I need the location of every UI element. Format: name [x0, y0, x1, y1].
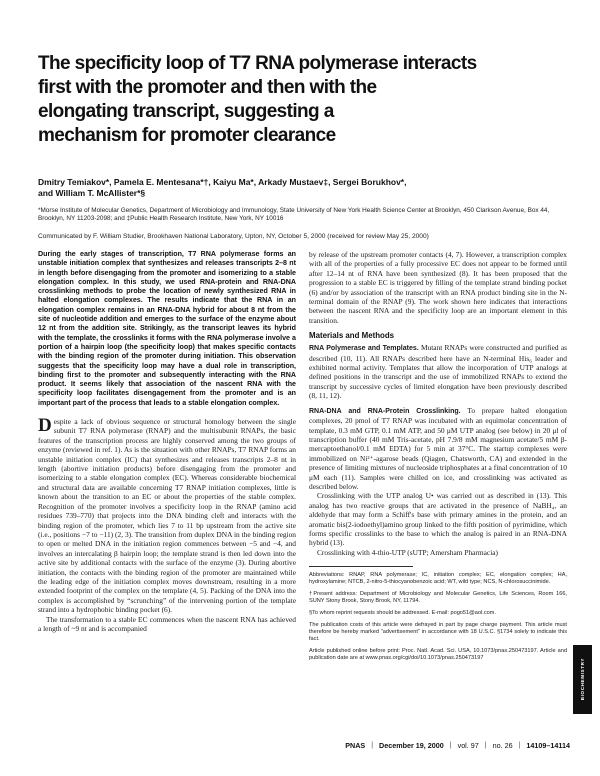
- left-column: [38, 250, 296, 633]
- article-title: [38, 52, 570, 148]
- footer-separator: |: [449, 742, 452, 749]
- authors-line-2: and William T. McAllister*§: [38, 188, 146, 198]
- article-body: [38, 250, 567, 667]
- article-header: [38, 52, 570, 242]
- intro-paragraph-1: [38, 417, 296, 615]
- methods-paragraph-crosslinking: [309, 406, 567, 492]
- footer-separator: |: [518, 742, 521, 749]
- title-line-4: mechanism for promoter clearance: [38, 125, 336, 146]
- title-line-3: elongating transcript, suggesting a: [38, 101, 334, 122]
- footnote-present-address: †Present address: Department of Microbiology and Molecular Genetics, Life Sciences, Room 166, SUNY Stony Brook, Stony Brook, NY, 11794.: [309, 591, 567, 605]
- methods-crosslinking-text: To prepare halted elongation complexes, 20 pmol of T7 RNAP was incubated with an equimolar concentration of template, 0.3 mM GTP, 0.1 mM ATP, and 50 μM UTP analog (see below) in 20 μl of transcription buffer (40 mM Tris-acetate, pH 7.9/8 mM magnesium acetate/5 mM β-mercaptoethanol/0.1 mM EDTA) for 5 min at 37°C. The startup complexes were immobilized on Ni²⁺-agarose beads (Qiagen, Chatsworth, CA) and extended in the presence of limiting mixtures of nucleoside triphosphates at a final concentration of 10 μM each (11). Samples were chilled on ice, and crosslinking was activated as described below.: [309, 405, 567, 491]
- footnote-publication-costs: The publication costs of this article were defrayed in part by page charge payment. This article must therefore be hereby marked “advertisement” in accordance with 18 U.S.C. §1734 solely to indicate this fact.: [309, 621, 567, 643]
- author-list: [38, 177, 570, 199]
- abstract: During the early stages of transcription, T7 RNA polymerase forms an unstable initiation complex that synthesizes and releases transcripts 2–8 nt in length before disengaging from the promoter and isomerizing to a stable elongation complex. In this study, we used RNA-protein and RNA-DNA crosslinking methods to probe the location of newly synthesized RNA in halted elongation complexes. The results indicate that the RNA in an elongation complex remains in an RNA-DNA hybrid for about 8 nt from the site of nucleotide addition and emerges to the surface of the enzyme about 12 nt from the addition site. Strikingly, as the transcript leaves its hybrid with the template, the crosslinks it forms with the RNA polymerase involve a portion of a hairpin loop (the specificity loop) that makes specific contacts with the binding region of the promoter during initiation. This observation suggests that the specificity loop may have a dual role in transcription, binding first to the promoter and subsequently interacting with the RNA product. It seems likely that association of the nascent RNA with the specificity loop facilitates disengagement from the promoter and is an important part of the process that leads to a stable elongation complex.: [38, 250, 296, 407]
- continuation-paragraph: by release of the upstream promoter contacts (4, 7). However, a transcription complex with all of the properties of a fully processive EC does not appear to be formed until after 12–14 nt of RNA have been synthesized (8). It has been proposed that the progression to a stable EC is triggered by filling of the template strand binding pocket (6) and/or by association of the transcript with an RNA product binding site in the N-terminal domain of the RNAP (9). The work shown here indicates that interactions between the nascent RNA and the specificity loop are an important element in this transition.: [309, 250, 567, 325]
- footer-separator: |: [371, 742, 374, 749]
- footer-page-range: 14109–14114: [526, 741, 570, 750]
- footnote-online-publication: Article published online before print: Proc. Natl. Acad. Sci. USA, 10.1073/pnas.250473197. Article and publication date are at www.pnas.org/cgi/doi/10.1073/pnas.250473197: [309, 647, 567, 662]
- footer-journal-name: PNAS: [345, 741, 366, 750]
- footnote-abbreviations: Abbreviations: RNAP, RNA polymerase; IC, initiation complex; EC, elongation complex; HA, hydroxylamine; NTCB, 2-nitro-5-thiocyanobenzoic acid; WT, wild type; NCS, N-chlorosuccinimide.: [309, 572, 567, 586]
- title-line-1: The specificity loop of T7 RNA polymerase interacts: [38, 53, 477, 74]
- subject-category-label: BIOCHEMISTRY: [580, 658, 585, 701]
- page-footer: [345, 741, 570, 750]
- intro-paragraph-2: The transformation to a stable EC commences when the nascent RNA has achieved a length of ~9 nt and is accompanied: [38, 614, 296, 633]
- footer-issue-date: December 19, 2000: [379, 741, 444, 750]
- authors-line-1: Dmitry Temiakov*, Pamela E. Mentesana*†, Kaiyu Ma*, Arkady Mustaev‡, Sergei Borukhov*,: [38, 177, 407, 187]
- title-line-2: first with the promoter and then with the: [38, 77, 377, 98]
- methods-paragraph-templates: [309, 343, 567, 400]
- section-heading-materials-and-methods: Materials and Methods: [309, 331, 395, 341]
- runin-heading-templates: RNA Polymerase and Templates.: [309, 345, 419, 353]
- methods-paragraph-thio-utp: Crosslinking with 4-thio-UTP (sUTP; Amersham Pharmacia): [317, 547, 498, 557]
- runin-heading-crosslinking: RNA-DNA and RNA-Protein Crosslinking.: [309, 407, 461, 415]
- footnote-reprint-requests: §To whom reprint requests should be addressed. E-mail: pogo51@aol.com.: [309, 610, 496, 616]
- footnote-rule: [309, 566, 413, 567]
- intro-paragraph-1-text: espite a lack of obvious sequence or structural homology between the single subunit T7 RNA polymerase (RNAP) and the multisubunit RNAPs, the basic features of the transcription process are highly conserved among the two groups of enzyme (reviewed in ref. 1). As is the situation with other RNAPs, T7 RNAP forms an unstable initiation complex (IC) that synthesizes and releases transcripts 2–8 nt in length (abortive initiation products) before disengaging from the promoter and isomerizing to a stable elongation complex (EC). Whereas considerable biochemical and structural data are available concerning T7 RNAP initiation complexes, little is known about the transition to an EC or about the properties of the stable complex. Recognition of the promoter involves a specificity loop in the RNAP (amino acid residues 739–770) that projects into the DNA binding cleft and interacts with the binding region of the promoter, which lies 7 to 11 bp upstream from the active site (i.e., positions −7 to −11) (2, 3). The transition from duplex DNA in the binding region to open or melted DNA in the initiation region commences between −5 and −4, and involves an intercalating β hairpin loop; the template strand is then led down into the active site by additional contacts with the surface of the enzyme (3). During abortive initiation, the contacts with the binding region of the promoter are maintained while the leading edge of the initiation complex moves downstream, resulting in a more extended footprint of the complex on the template (4, 5). Packing of the DNA into the complex is accomplished by “scrunching” of the intervening portion of the template strand into a hydrophobic binding pocket (6).: [38, 417, 296, 615]
- methods-templates-text: Mutant RNAPs were constructed and purified as described (10, 11). All RNAPs described here have an N-terminal His₆ leader and exhibited normal activity. Templates that allow the incorporation of UTP analogs at defined positions in the transcript and the use of immobilized RNAPs to extend the transcript by successive cycles of limited elongation have been previously described (8, 11, 12).: [309, 343, 567, 401]
- methods-paragraph-utp-analog: Crosslinking with the UTP analog U• was carried out as described in (13). This analog has two reactive groups that are activated in the presence of NaBH₄, an aldehyde that may form a Schiff's base with primary amines in the protein, and an aromatic bis(2-iodoethyl)amino group linked to the fifth position of pyrimidine, which forms specific crosslinks to the base to which the analog is paired in an RNA-DNA hybrid (13).: [309, 491, 567, 548]
- right-column: [309, 250, 567, 667]
- affiliations: *Morse Institute of Molecular Genetics, Department of Microbiology and Immunology, State University of New York Health Science Center at Brooklyn, 450 Clarkson Avenue, Box 44, Brooklyn, NY 11203-2098; and ‡Public Health Research Institute, New York, NY 10016: [38, 207, 550, 223]
- footer-issue-number: no. 26: [492, 741, 513, 750]
- drop-cap: D: [38, 415, 52, 437]
- communicated-line: Communicated by F. William Studier, Brookhaven National Laboratory, Upton, NY, October 5, 2000 (received for review May 25, 2000): [38, 233, 429, 241]
- footer-separator: |: [484, 742, 487, 749]
- footer-volume: vol. 97: [457, 741, 479, 750]
- subject-category-tab: [573, 645, 592, 714]
